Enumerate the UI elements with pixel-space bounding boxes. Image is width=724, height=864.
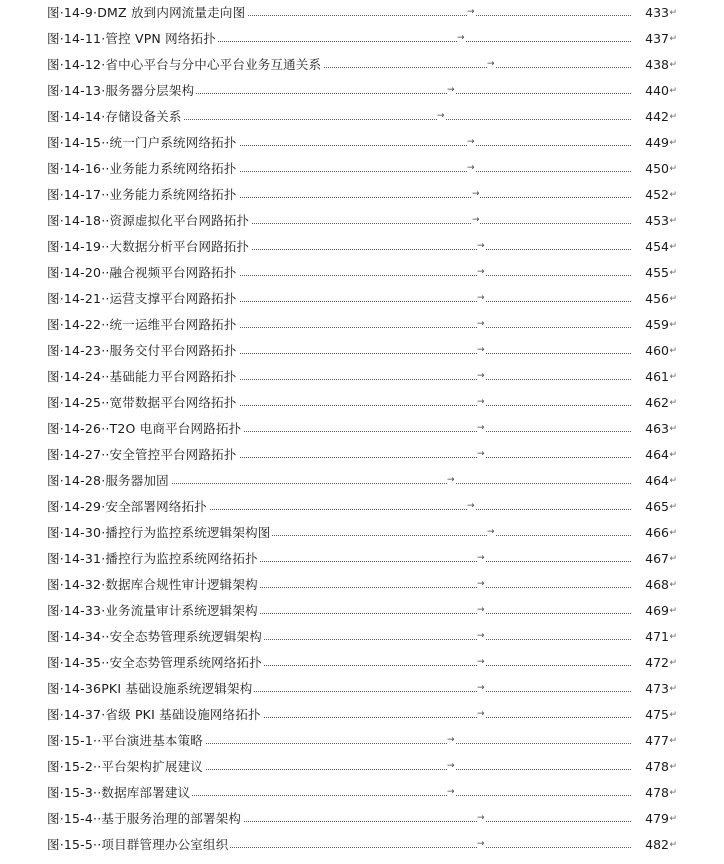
paragraph-mark-icon: ↵ <box>669 86 677 96</box>
tab-arrow-icon: → <box>472 208 480 232</box>
tab-arrow-icon: → <box>467 0 475 24</box>
toc-entry-title: 图·14-27··安全管控平台网路拓扑 <box>47 442 239 468</box>
tab-arrow-icon: → <box>477 806 485 830</box>
toc-entry-page: 478 <box>644 754 669 780</box>
paragraph-mark-icon: ↵ <box>669 606 677 616</box>
toc-entry-title: 图·14-20··融合视频平台网路拓扑 <box>47 260 239 286</box>
toc-entry[interactable] <box>47 0 677 26</box>
toc-entry-title: 图·14-24··基础能力平台网路拓扑 <box>47 364 239 390</box>
toc-entry[interactable] <box>47 624 677 650</box>
paragraph-mark-icon: ↵ <box>669 216 677 226</box>
tab-arrow-icon: → <box>487 52 495 76</box>
tab-arrow-icon: → <box>477 832 485 856</box>
toc-entry[interactable] <box>47 312 677 338</box>
tab-arrow-icon: → <box>477 390 485 414</box>
paragraph-mark-icon: ↵ <box>669 8 677 18</box>
toc-entry[interactable] <box>47 572 677 598</box>
toc-entry-title: 图·14-15··统一门户系统网络拓扑 <box>47 130 239 156</box>
toc-entry-title: 图·14-36PKI 基础设施系统逻辑架构 <box>47 676 254 702</box>
paragraph-mark-icon: ↵ <box>669 372 677 382</box>
tab-arrow-icon: → <box>467 156 475 180</box>
toc-entry-title: 图·14-9·DMZ 放到内网流量走向图 <box>47 0 247 26</box>
tab-arrow-icon: → <box>477 572 485 596</box>
tab-arrow-icon: → <box>477 364 485 388</box>
toc-entry[interactable] <box>47 286 677 312</box>
paragraph-mark-icon: ↵ <box>669 398 677 408</box>
tab-arrow-icon: → <box>477 338 485 362</box>
paragraph-mark-icon: ↵ <box>669 60 677 70</box>
toc-entry-title: 图·14-37·省级 PKI 基础设施网络拓扑 <box>47 702 263 728</box>
toc-entry-page: 442 <box>644 104 669 130</box>
tab-arrow-icon: → <box>447 468 455 492</box>
toc-entry-page: 475 <box>644 702 669 728</box>
toc-entry[interactable] <box>47 780 677 806</box>
toc-entry[interactable] <box>47 156 677 182</box>
paragraph-mark-icon: ↵ <box>669 476 677 486</box>
toc-entry-title: 图·14-29·安全部署网络拓扑 <box>47 494 209 520</box>
tab-arrow-icon: → <box>447 780 455 804</box>
toc-entry-page: 462 <box>644 390 669 416</box>
paragraph-mark-icon: ↵ <box>669 788 677 798</box>
tab-arrow-icon: → <box>477 650 485 674</box>
toc-entry-page: 465 <box>644 494 669 520</box>
paragraph-mark-icon: ↵ <box>669 242 677 252</box>
toc-entry-page: 466 <box>644 520 669 546</box>
toc-entry-title: 图·14-26··T2O 电商平台网路拓扑 <box>47 416 243 442</box>
paragraph-mark-icon: ↵ <box>669 164 677 174</box>
toc-entry-title: 图·14-32·数据库合规性审计逻辑架构 <box>47 572 260 598</box>
tab-arrow-icon: → <box>477 286 485 310</box>
tab-arrow-icon: → <box>477 676 485 700</box>
toc-entry-page: 464 <box>644 468 669 494</box>
toc-entry-title: 图·14-23··服务交付平台网路拓扑 <box>47 338 239 364</box>
toc-entry-page: 453 <box>644 208 669 234</box>
toc-entry[interactable] <box>47 676 677 702</box>
toc-entry[interactable] <box>47 130 677 156</box>
toc-entry-title: 图·14-16··业务能力系统网络拓扑 <box>47 156 239 182</box>
tab-arrow-icon: → <box>457 26 465 50</box>
toc-entry-title: 图·14-25··宽带数据平台网络拓扑 <box>47 390 239 416</box>
toc-entry-title: 图·14-17··业务能力系统网络拓扑 <box>47 182 239 208</box>
toc-entry-title: 图·14-18··资源虚拟化平台网路拓扑 <box>47 208 251 234</box>
toc-entry[interactable] <box>47 754 677 780</box>
toc-entry[interactable] <box>47 260 677 286</box>
paragraph-mark-icon: ↵ <box>669 658 677 668</box>
toc-entry-page: 437 <box>644 26 669 52</box>
toc-entry[interactable] <box>47 650 677 676</box>
paragraph-mark-icon: ↵ <box>669 294 677 304</box>
toc-entry[interactable] <box>47 702 677 728</box>
toc-entry-page: 477 <box>644 728 669 754</box>
toc-entry[interactable] <box>47 520 677 546</box>
toc-entry[interactable] <box>47 26 677 52</box>
tab-arrow-icon: → <box>477 234 485 258</box>
toc-entry-title: 图·15-5··项目群管理办公室组织 <box>47 832 230 858</box>
toc-entry-title: 图·14-31·播控行为监控系统网络拓扑 <box>47 546 260 572</box>
toc-entry-page: 473 <box>644 676 669 702</box>
toc-entry-page: 469 <box>644 598 669 624</box>
toc-entry-title: 图·14-14·存储设备关系 <box>47 104 184 130</box>
toc-entry-page: 433 <box>644 0 669 26</box>
toc-entry[interactable] <box>47 78 677 104</box>
paragraph-mark-icon: ↵ <box>669 190 677 200</box>
toc-entry[interactable] <box>47 468 677 494</box>
toc-entry-title: 图·15-2··平台架构扩展建议 <box>47 754 205 780</box>
toc-entry-title: 图·14-34··安全态势管理系统逻辑架构 <box>47 624 264 650</box>
tab-arrow-icon: → <box>447 754 455 778</box>
paragraph-mark-icon: ↵ <box>669 710 677 720</box>
toc-entry[interactable] <box>47 728 677 754</box>
toc-entry-page: 438 <box>644 52 669 78</box>
tab-arrow-icon: → <box>477 598 485 622</box>
toc-entry-page: 461 <box>644 364 669 390</box>
table-of-figures <box>47 0 677 858</box>
toc-entry-page: 464 <box>644 442 669 468</box>
paragraph-mark-icon: ↵ <box>669 580 677 590</box>
tab-arrow-icon: → <box>487 520 495 544</box>
toc-entry[interactable] <box>47 390 677 416</box>
toc-entry-page: 459 <box>644 312 669 338</box>
toc-entry[interactable] <box>47 806 677 832</box>
toc-entry[interactable] <box>47 832 677 858</box>
tab-arrow-icon: → <box>477 416 485 440</box>
toc-entry[interactable] <box>47 104 677 130</box>
toc-entry[interactable] <box>47 364 677 390</box>
paragraph-mark-icon: ↵ <box>669 840 677 850</box>
toc-entry-title: 图·14-19··大数据分析平台网路拓扑 <box>47 234 251 260</box>
toc-entry-page: 479 <box>644 806 669 832</box>
paragraph-mark-icon: ↵ <box>669 528 677 538</box>
tab-arrow-icon: → <box>447 78 455 102</box>
toc-entry[interactable] <box>47 416 677 442</box>
toc-entry-title: 图·14-28·服务器加固 <box>47 468 171 494</box>
toc-entry-page: 478 <box>644 780 669 806</box>
paragraph-mark-icon: ↵ <box>669 554 677 564</box>
toc-entry-page: 454 <box>644 234 669 260</box>
paragraph-mark-icon: ↵ <box>669 450 677 460</box>
paragraph-mark-icon: ↵ <box>669 762 677 772</box>
tab-arrow-icon: → <box>477 624 485 648</box>
tab-arrow-icon: → <box>477 312 485 336</box>
paragraph-mark-icon: ↵ <box>669 34 677 44</box>
toc-entry-page: 449 <box>644 130 669 156</box>
tab-arrow-icon: → <box>447 728 455 752</box>
toc-entry[interactable] <box>47 494 677 520</box>
tab-arrow-icon: → <box>467 494 475 518</box>
toc-entry-title: 图·14-11·管控 VPN 网络拓扑 <box>47 26 218 52</box>
toc-entry[interactable] <box>47 208 677 234</box>
paragraph-mark-icon: ↵ <box>669 424 677 434</box>
toc-entry-title: 图·15-3··数据库部署建议 <box>47 780 192 806</box>
paragraph-mark-icon: ↵ <box>669 736 677 746</box>
toc-entry-page: 452 <box>644 182 669 208</box>
toc-entry[interactable] <box>47 442 677 468</box>
paragraph-mark-icon: ↵ <box>669 684 677 694</box>
toc-entry-page: 463 <box>644 416 669 442</box>
toc-entry[interactable] <box>47 234 677 260</box>
tab-arrow-icon: → <box>477 702 485 726</box>
paragraph-mark-icon: ↵ <box>669 268 677 278</box>
tab-arrow-icon: → <box>437 104 445 128</box>
toc-entry[interactable] <box>47 598 677 624</box>
toc-entry-page: 460 <box>644 338 669 364</box>
toc-entry-page: 471 <box>644 624 669 650</box>
tab-arrow-icon: → <box>472 182 480 206</box>
toc-entry-page: 467 <box>644 546 669 572</box>
toc-entry-title: 图·14-33·业务流量审计系统逻辑架构 <box>47 598 260 624</box>
toc-entry-title: 图·14-13·服务器分层架构 <box>47 78 196 104</box>
toc-entry-title: 图·14-30·播控行为监控系统逻辑架构图 <box>47 520 272 546</box>
toc-entry-page: 468 <box>644 572 669 598</box>
paragraph-mark-icon: ↵ <box>669 346 677 356</box>
paragraph-mark-icon: ↵ <box>669 138 677 148</box>
toc-entry-page: 456 <box>644 286 669 312</box>
toc-entry-page: 482 <box>644 832 669 858</box>
toc-entry[interactable] <box>47 52 677 78</box>
paragraph-mark-icon: ↵ <box>669 112 677 122</box>
toc-entry-page: 450 <box>644 156 669 182</box>
paragraph-mark-icon: ↵ <box>669 502 677 512</box>
toc-entry-page: 440 <box>644 78 669 104</box>
toc-entry-title: 图·15-1··平台演进基本策略 <box>47 728 205 754</box>
tab-arrow-icon: → <box>467 130 475 154</box>
toc-entry[interactable] <box>47 182 677 208</box>
toc-entry-title: 图·15-4··基于服务治理的部署架构 <box>47 806 243 832</box>
toc-entry-page: 472 <box>644 650 669 676</box>
toc-entry[interactable] <box>47 546 677 572</box>
paragraph-mark-icon: ↵ <box>669 320 677 330</box>
toc-entry-title: 图·14-22··统一运维平台网路拓扑 <box>47 312 239 338</box>
toc-entry-title: 图·14-21··运营支撑平台网路拓扑 <box>47 286 239 312</box>
toc-entry-page: 455 <box>644 260 669 286</box>
toc-entry[interactable] <box>47 338 677 364</box>
paragraph-mark-icon: ↵ <box>669 814 677 824</box>
tab-arrow-icon: → <box>477 546 485 570</box>
tab-arrow-icon: → <box>477 442 485 466</box>
tab-arrow-icon: → <box>477 260 485 284</box>
paragraph-mark-icon: ↵ <box>669 632 677 642</box>
toc-entry-title: 图·14-35··安全态势管理系统网络拓扑 <box>47 650 264 676</box>
toc-entry-title: 图·14-12·省中心平台与分中心平台业务互通关系 <box>47 52 323 78</box>
